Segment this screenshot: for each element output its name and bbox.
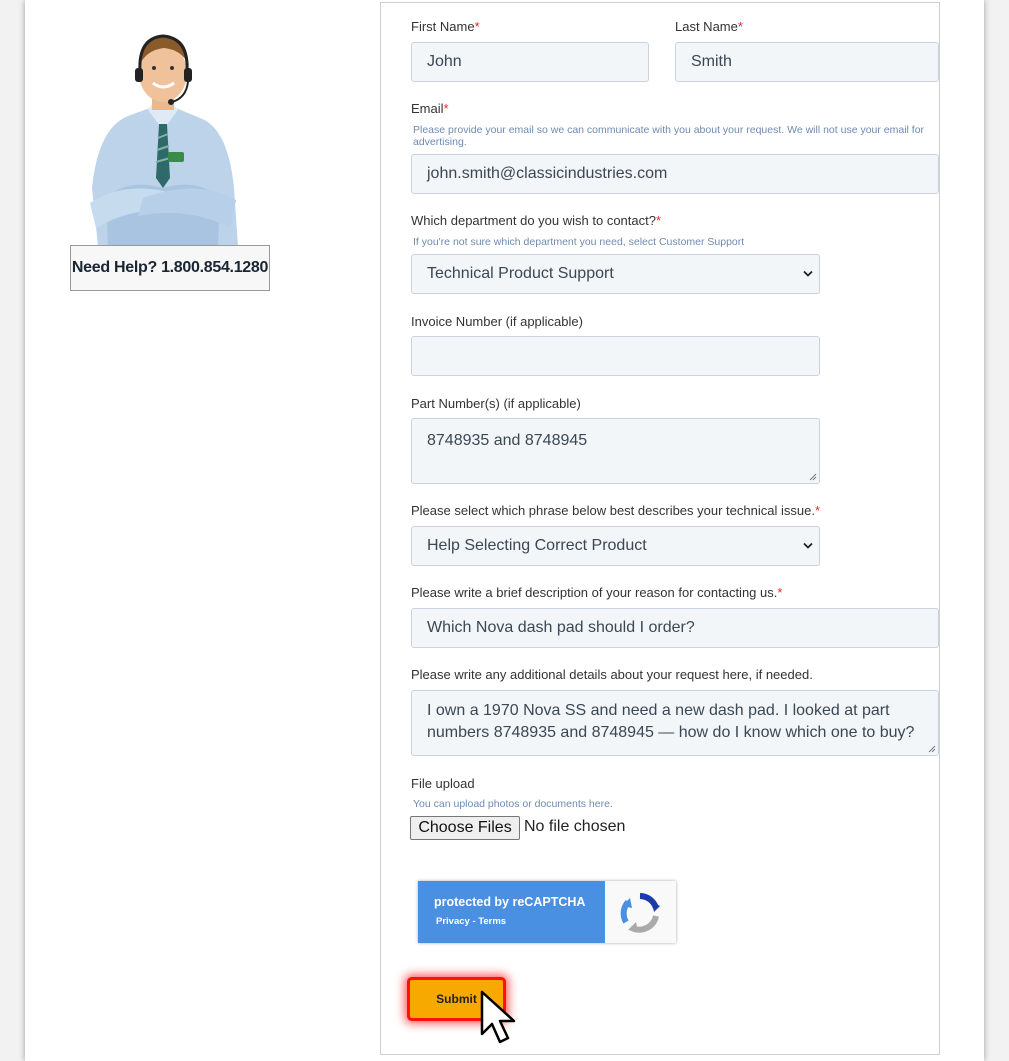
- department-select[interactable]: Technical Product Support: [411, 254, 820, 294]
- first-name-input[interactable]: John: [411, 42, 649, 82]
- cursor-icon: [478, 990, 518, 1046]
- details-textarea[interactable]: I own a 1970 Nova SS and need a new dash pad. I looked at part numbers 8748935 and 8748945 — how do I know which one to buy?: [411, 690, 939, 756]
- reason-input[interactable]: Which Nova dash pad should I order?: [411, 608, 939, 648]
- file-upload-label: File upload: [411, 776, 475, 791]
- issue-select[interactable]: Help Selecting Correct Product: [411, 526, 820, 566]
- reason-label: Please write a brief description of your reason for contacting us.*: [411, 585, 783, 600]
- recaptcha-icon: [618, 892, 662, 934]
- email-hint: Please provide your email so we can communicate with you about your request. We will not use your email for advertising.: [413, 124, 925, 148]
- recaptcha-info: protected by reCAPTCHA Privacy - Terms: [418, 881, 605, 943]
- support-agent-image: [88, 28, 238, 246]
- first-name-label: First Name*: [411, 19, 480, 34]
- submit-button[interactable]: Submit: [410, 980, 503, 1018]
- department-hint: If you're not sure which department you need, select Customer Support: [413, 236, 745, 248]
- recaptcha-links[interactable]: Privacy - Terms: [436, 916, 507, 927]
- part-numbers-textarea[interactable]: 8748935 and 8748945: [411, 418, 820, 484]
- choose-files-button[interactable]: Choose Files: [410, 816, 520, 840]
- chevron-down-icon: [803, 543, 813, 550]
- resize-grip-icon[interactable]: [928, 745, 936, 753]
- details-label: Please write any additional details about your request here, if needed.: [411, 667, 813, 682]
- last-name-input[interactable]: Smith: [675, 42, 939, 82]
- email-label: Email*: [411, 101, 449, 116]
- need-help-phone: Need Help? 1.800.854.1280: [70, 245, 270, 291]
- department-label: Which department do you wish to contact?*: [411, 213, 662, 228]
- invoice-label: Invoice Number (if applicable): [411, 314, 583, 329]
- recaptcha-badge[interactable]: [418, 881, 676, 943]
- last-name-label: Last Name*: [675, 19, 743, 34]
- chevron-down-icon: [803, 271, 813, 278]
- file-status: No file chosen: [524, 818, 626, 835]
- issue-label: Please select which phrase below best describes your technical issue.*: [411, 503, 820, 518]
- email-input[interactable]: john.smith@classicindustries.com: [411, 154, 939, 194]
- resize-grip-icon[interactable]: [809, 473, 817, 481]
- part-numbers-label: Part Number(s) (if applicable): [411, 396, 581, 411]
- invoice-input[interactable]: [411, 336, 820, 376]
- file-upload-hint: You can upload photos or documents here.: [413, 798, 613, 810]
